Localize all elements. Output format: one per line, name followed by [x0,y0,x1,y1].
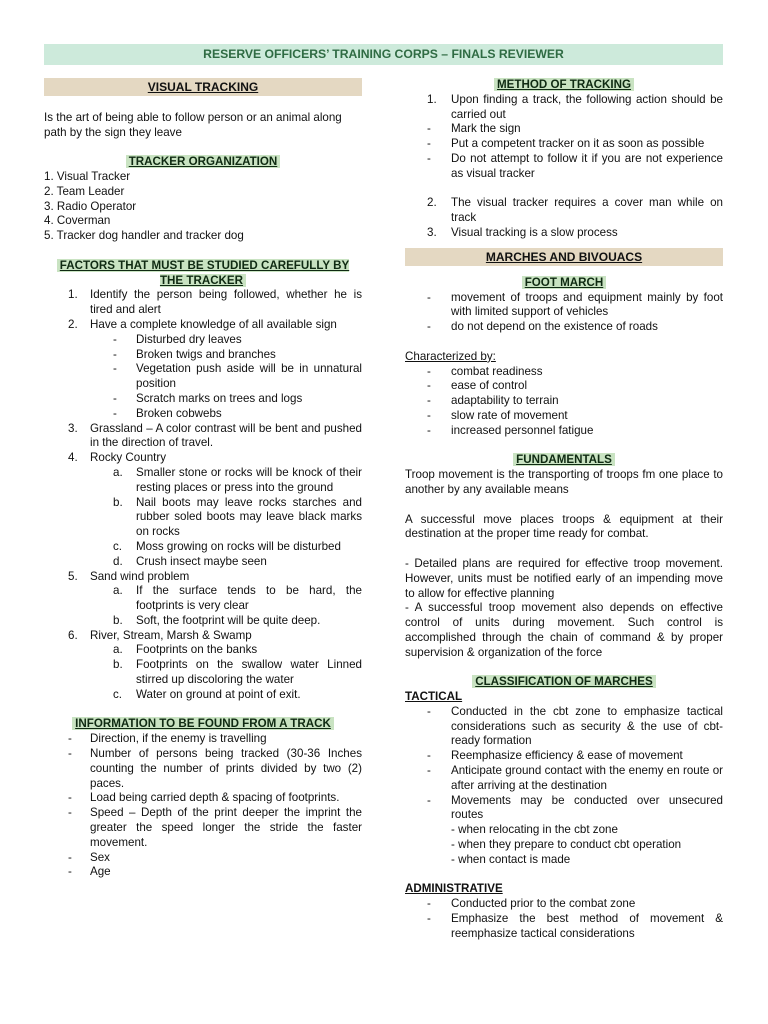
list-item [44,214,362,229]
list-item [405,409,723,424]
list-marker: - [427,137,431,151]
method-sub-list [405,122,723,181]
list-item [44,318,362,333]
list-item [44,584,362,614]
list-item [44,570,362,585]
list-item [405,853,723,868]
list-item-text: Vegetation push aside will be in unnatural position [136,362,362,391]
document-title: RESERVE OFFICERS’ TRAINING CORPS – FINALS REVIEWER [44,44,723,65]
list-marker: 4. [68,451,78,465]
list-item-text: Emphasize the best method of movement & reemphasize tactical considerations [451,912,723,940]
foot-march-list [405,291,723,335]
fundamentals-paragraph-3: - Detailed plans are required for effective troop movement. However, units must be notified early of an impending move to allow for effective planning [405,556,723,600]
list-item: 1. Upon finding a track, the following action should be carried out [427,92,723,121]
list-item [44,555,362,570]
list-item [44,451,362,466]
list-marker: - [427,793,431,807]
classification-heading: CLASSIFICATION OF MARCHES [472,675,656,688]
list-item [405,749,723,764]
list-item [405,705,723,749]
list-item [44,865,362,880]
list-item-text: Age [90,865,111,879]
list-item-text: Water on ground at point of exit. [136,687,301,701]
list-marker: b. [113,495,123,509]
list-item [405,897,723,912]
list-item-text: Footprints on the banks [136,643,258,657]
fundamentals-paragraph-2: A successful move places troops & equipment at their destination at the proper time ready for combat. [405,512,723,541]
information-list [44,732,362,880]
list-item-text: Reemphasize efficiency & ease of movement [451,749,683,763]
list-marker: - [427,364,431,378]
list-item [44,185,362,200]
list-item-text: Conducted in the cbt zone to emphasize tactical considerations such as security & the use of cbt-ready formation [451,704,723,748]
method-of-tracking-heading: METHOD OF TRACKING [494,78,634,91]
administrative-list [405,897,723,941]
list-item [405,152,723,182]
list-item-text: Footprints on the swallow water Linned stirred up discoloring the water [136,658,362,687]
list-item-text: Mark the sign [451,122,521,136]
list-marker: b. [113,613,123,627]
list-marker: - [427,320,431,334]
list-item-text: movement of troops and equipment mainly by foot with limited support of vehicles [451,290,723,319]
tactical-label: TACTICAL [405,690,463,704]
list-marker: - [113,406,117,420]
list-item [44,540,362,555]
list-item-text: Identify the person being followed, whether he is tired and alert [90,288,362,317]
list-marker: - [427,912,431,926]
list-item [44,362,362,392]
list-item-text: Movements may be conducted over unsecured routes [451,793,723,822]
list-marker: - [68,732,72,746]
characterized-list [405,365,723,439]
list-item-text: Scratch marks on trees and logs [136,391,303,405]
list-item [44,747,362,791]
list-item-text: slow rate of movement [451,408,568,422]
list-item-text: Have a complete knowledge of all available sign [90,317,337,331]
list-marker: - [68,850,72,864]
list-item [405,838,723,853]
list-marker: b. [113,658,123,672]
list-item [405,394,723,409]
list-marker: - [427,423,431,437]
fundamentals-paragraph-1: Troop movement is the transporting of troops fm one place to another by any available means [405,468,723,496]
list-item-text: - when they prepare to conduct cbt operation [451,838,682,852]
list-item [44,851,362,866]
fundamentals-heading: FUNDAMENTALS [513,453,615,466]
list-marker: 3. [68,421,78,435]
list-item [405,424,723,439]
list-item-text: Sex [90,850,110,864]
list-item-text: adaptability to terrain [451,394,559,408]
list-marker: 6. [68,628,78,642]
section-heading-marches-bivouacs: MARCHES AND BIVOUACS [405,248,723,266]
list-item-text: increased personnel fatigue [451,423,594,437]
list-marker: - [427,394,431,408]
list-item [44,688,362,703]
list-item: 2. The visual tracker requires a cover man while on track [427,196,723,225]
list-item [405,122,723,137]
list-item [44,496,362,540]
list-marker: a. [113,465,123,479]
list-marker: - [427,704,431,718]
list-item-text: 2. Team Leader [44,184,125,198]
list-item [44,348,362,363]
list-item [405,137,723,152]
list-item-text: ease of control [451,379,528,393]
tracker-organization-heading: TRACKER ORGANIZATION [126,155,281,168]
list-item-text: Broken twigs and branches [136,347,276,361]
list-item-text: Rocky Country [90,451,167,465]
list-item-text: Smaller stone or rocks will be knock of their resting places or press into the ground [136,465,362,494]
administrative-label: ADMINISTRATIVE [405,882,503,896]
list-marker: - [427,122,431,136]
factors-heading: FACTORS THAT MUST BE STUDIED CAREFULLY BY THE TRACKER [57,259,349,287]
list-item-text: Crush insect maybe seen [136,554,267,568]
list-marker: - [427,290,431,304]
list-item-text: combat readiness [451,364,543,378]
list-item [405,291,723,321]
right-column [405,78,723,942]
list-item-text: 5. Tracker dog handler and tracker dog [44,229,244,243]
list-marker: - [427,749,431,763]
list-item-text: - when relocating in the cbt zone [451,823,618,837]
list-item [44,288,362,318]
tracker-organization-list [44,170,362,244]
list-item [44,422,362,452]
list-item [44,466,362,496]
list-marker: - [113,362,117,376]
list-marker: - [113,332,117,346]
list-marker: - [427,151,431,165]
list-item [44,643,362,658]
list-item [44,791,362,806]
section-heading-visual-tracking: VISUAL TRACKING [44,78,362,96]
list-item-text: Load being carried depth & spacing of footprints. [90,791,340,805]
list-item [44,658,362,688]
list-item-text: Nail boots may leave rocks starches and rubber soled boots may leave black marks on rocks [136,495,362,539]
list-item [44,629,362,644]
list-item [44,614,362,629]
list-item [405,764,723,794]
list-item [405,379,723,394]
list-item [44,170,362,185]
list-marker: - [427,764,431,778]
list-item-text: Sand wind problem [90,569,190,583]
list-item-text: Disturbed dry leaves [136,332,242,346]
list-item [405,823,723,838]
list-item-text: Soft, the footprint will be quite deep. [136,613,321,627]
list-item-text: Number of persons being tracked (30-36 Inches counting the number of prints divided by two (2) paces. [90,747,362,790]
tactical-list [405,705,723,823]
list-marker: c. [113,687,123,701]
information-heading: INFORMATION TO BE FOUND FROM A TRACK [72,717,334,730]
factors-list [44,288,362,702]
list-item-text: - when contact is made [451,852,571,866]
list-marker: - [427,379,431,393]
list-item-text: 3. Radio Operator [44,199,137,213]
list-item [405,794,723,824]
list-item [405,365,723,380]
list-marker: a. [113,584,123,598]
list-item-text: If the surface tends to be hard, the footprints is very clear [136,584,362,613]
list-item-text: do not depend on the existence of roads [451,320,658,334]
list-item-text: Put a competent tracker on it as soon as possible [451,137,705,151]
list-marker: 2. [68,317,78,331]
list-marker: - [427,408,431,422]
list-marker: c. [113,539,123,553]
list-marker: - [68,791,72,805]
list-item-text: Broken cobwebs [136,406,222,420]
list-item-text: Do not attempt to follow it if you are not experience as visual tracker [451,151,723,180]
list-item-text: Moss growing on rocks will be disturbed [136,539,341,553]
list-item-text: Speed – Depth of the print deeper the imprint the greater the speed longer the stride the faster movement. [90,806,362,849]
list-item [405,912,723,942]
foot-march-heading: FOOT MARCH [522,276,607,289]
list-item-text: Direction, if the enemy is travelling [90,732,267,746]
list-item [44,333,362,348]
list-marker: - [68,747,72,761]
list-marker: - [68,806,72,820]
list-item-text: River, Stream, Marsh & Swamp [90,628,252,642]
list-item [44,200,362,215]
list-item [44,407,362,422]
list-item [405,320,723,335]
list-item [44,806,362,850]
tactical-sublines [405,823,723,867]
list-item [44,392,362,407]
list-item [44,732,362,747]
list-marker: - [427,897,431,911]
list-item-text: Anticipate ground contact with the enemy en route or after arriving at the destination [451,764,723,792]
list-item-text: Grassland – A color contrast will be bent and pushed in the direction of travel. [90,421,362,450]
left-column [44,78,362,880]
list-marker: a. [113,643,123,657]
list-item-text: 1. Visual Tracker [44,169,131,183]
fundamentals-paragraph-4: - A successful troop movement also depends on effective control of units during movement. Such control is accomplished through the chain of command & by proper supervision & organization of the force [405,601,723,659]
visual-tracking-definition: Is the art of being able to follow person or an animal along path by the sign they leave [44,110,342,139]
list-marker: 1. [68,288,78,302]
list-marker: - [68,865,72,879]
list-item-text: 4. Coverman [44,214,111,228]
list-item-text: Conducted prior to the combat zone [451,897,636,911]
list-marker: - [113,347,117,361]
characterized-by-label: Characterized by: [405,349,496,363]
list-item [44,229,362,244]
list-marker: 5. [68,569,78,583]
list-marker: - [113,391,117,405]
list-marker: d. [113,554,123,568]
list-item: 3. Visual tracking is a slow process [427,225,618,239]
